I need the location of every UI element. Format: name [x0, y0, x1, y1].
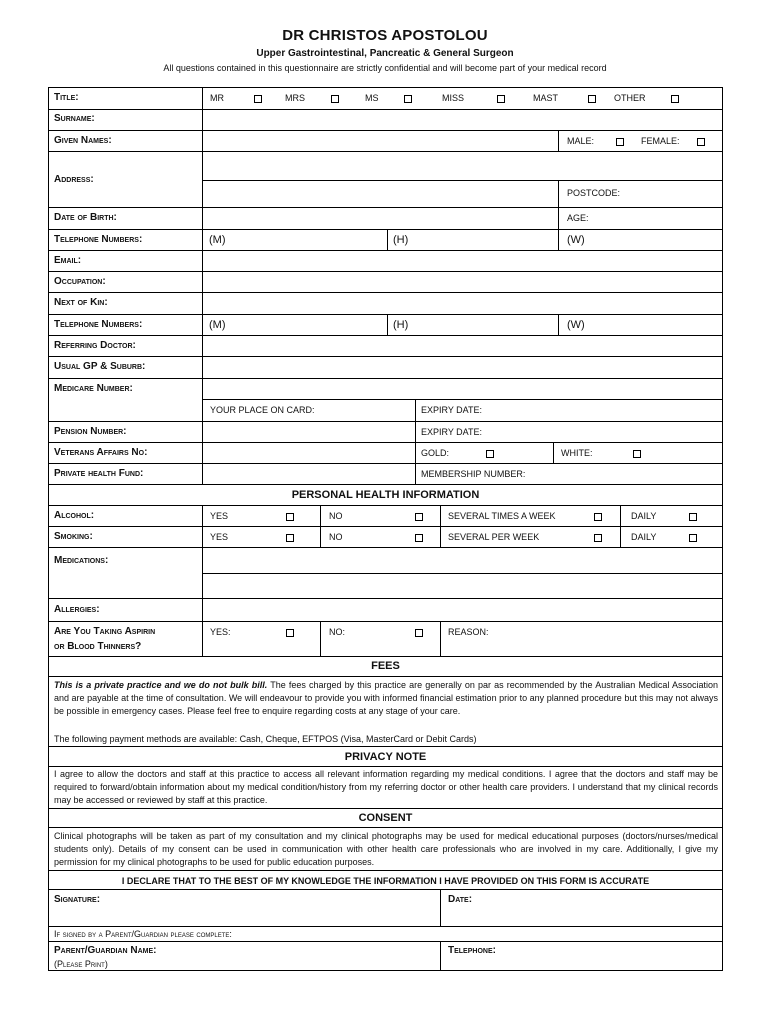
confidentiality-note: All questions contained in this questionnaire are strictly confidential and will become part of your medical record: [163, 63, 607, 73]
aspirin-yes: YES:: [210, 627, 231, 637]
aspirin-no: NO:: [329, 627, 346, 637]
health-fund-label: Private health Fund:: [54, 468, 144, 479]
checkbox-smoking-no[interactable]: [415, 534, 423, 542]
work-prefix: (W): [567, 234, 585, 246]
checkbox-smoking-yes[interactable]: [286, 534, 294, 542]
row-divider: [48, 827, 723, 828]
fees-bold: This is a private practice and we do not bulk bill.: [54, 680, 268, 690]
signature-label: Signature:: [54, 894, 101, 905]
fees-body: The fees charged by this practice are generally on par as recommended by the Australian Medical Association and are payable at the time of consultation. We will endeavour to provide you with informed financial estimation prior to any planned procedure but this may not always be possible in emergency cases. Please feel free to enquire regarding costs at any stage of your care.: [54, 680, 718, 716]
checkbox-alcohol-no[interactable]: [415, 513, 423, 521]
col-divider: [440, 505, 441, 547]
parent-telephone-label: Telephone:: [448, 945, 496, 956]
smoking-label: Smoking:: [54, 531, 93, 542]
checkbox-miss[interactable]: [497, 95, 505, 103]
row-divider: [48, 766, 723, 767]
checkbox-gold[interactable]: [486, 450, 494, 458]
row-divider: [48, 808, 723, 809]
medications-field[interactable]: [203, 548, 722, 597]
email-field[interactable]: [203, 251, 722, 271]
col-divider: [558, 130, 559, 151]
privacy-heading: PRIVACY NOTE: [344, 751, 427, 763]
checkbox-alcohol-yes[interactable]: [286, 513, 294, 521]
parent-name-label: Parent/Guardian Name:: [54, 945, 157, 956]
checkbox-female[interactable]: [697, 138, 705, 146]
pension-label: Pension Number:: [54, 426, 127, 437]
nok-home-prefix: (H): [393, 319, 409, 331]
alcohol-several: SEVERAL TIMES A WEEK: [448, 511, 556, 521]
checkbox-alcohol-daily[interactable]: [689, 513, 697, 521]
checkbox-smoking-several[interactable]: [594, 534, 602, 542]
title-option-mast: MAST: [533, 93, 559, 103]
checkbox-male[interactable]: [616, 138, 624, 146]
row-divider: [48, 421, 723, 422]
col-divider: [415, 399, 416, 484]
col-divider: [387, 314, 388, 335]
row-divider: [48, 676, 723, 677]
usual-gp-field[interactable]: [203, 357, 722, 377]
parent-telephone-field[interactable]: [520, 942, 720, 970]
smoking-yes: YES: [210, 532, 229, 542]
declaration-heading: I DECLARE THAT TO THE BEST OF MY KNOWLEDGE THE INFORMATION I HAVE PROVIDED ON THIS FORM IS ACCURATE: [121, 876, 650, 886]
gold-label: GOLD:: [421, 448, 450, 458]
checkbox-aspirin-no[interactable]: [415, 629, 423, 637]
allergies-field[interactable]: [203, 599, 722, 620]
age-label: AGE:: [567, 213, 589, 223]
alcohol-no: NO: [329, 511, 343, 521]
telephone-label: Telephone Numbers:: [54, 234, 143, 245]
alcohol-daily: DAILY: [631, 511, 657, 521]
dob-field[interactable]: [203, 208, 557, 228]
fees-text: [54, 679, 718, 718]
checkbox-ms[interactable]: [404, 95, 412, 103]
title-option-ms: MS: [365, 93, 379, 103]
alcohol-yes: YES: [210, 511, 229, 521]
consent-text: Clinical photographs will be taken as part of my consultation and my clinical photographs may be used for medical educational purposes (doctors/nurses/medical students only). Details of my consent can be used in communication with other health care professionals who are involved in my care. Additionally, I give my permission for my clinical photographs to be used for public education purposes.: [54, 831, 718, 867]
next-of-kin-field[interactable]: [203, 293, 722, 313]
row-divider: [48, 229, 723, 230]
smoking-daily: DAILY: [631, 532, 657, 542]
title-option-miss: MISS: [442, 93, 465, 103]
mobile-prefix: (M): [209, 234, 226, 246]
aspirin-label-line2: or Blood Thinners?: [54, 641, 142, 652]
parent-note: If signed by a Parent/Guardian please complete:: [54, 929, 232, 939]
col-divider: [320, 621, 321, 656]
title-label: Title:: [54, 92, 79, 103]
checkbox-other[interactable]: [671, 95, 679, 103]
title-option-mrs: MRS: [285, 93, 305, 103]
given-names-label: Given Names:: [54, 135, 112, 146]
col-divider: [558, 314, 559, 335]
date-field[interactable]: [441, 890, 722, 925]
row-divider: [48, 870, 723, 871]
doctor-specialty: Upper Gastrointestinal, Pancreatic & General Surgeon: [256, 48, 514, 59]
checkbox-smoking-daily[interactable]: [689, 534, 697, 542]
row-divider: [48, 656, 723, 657]
address-label: Address:: [54, 174, 94, 185]
col-divider: [553, 442, 554, 463]
dob-label: Date of Birth:: [54, 212, 117, 223]
home-prefix: (H): [393, 234, 409, 246]
checkbox-mr[interactable]: [254, 95, 262, 103]
checkbox-mast[interactable]: [588, 95, 596, 103]
row-divider: [48, 484, 723, 485]
allergies-label: Allergies:: [54, 604, 100, 615]
row-divider: [48, 926, 723, 927]
referring-doctor-field[interactable]: [203, 336, 722, 356]
medicare-label: Medicare Number:: [54, 383, 133, 394]
personal-health-heading: PERSONAL HEALTH INFORMATION: [291, 489, 480, 501]
title-option-other: OTHER: [614, 93, 646, 103]
row-divider: [202, 399, 723, 400]
medications-label: Medications:: [54, 555, 109, 566]
email-label: Email:: [54, 255, 82, 266]
row-divider: [48, 505, 723, 506]
fees-heading: FEES: [371, 660, 400, 672]
signature-field[interactable]: [49, 890, 439, 925]
aspirin-reason: REASON:: [448, 627, 489, 637]
row-divider: [48, 621, 723, 622]
checkbox-alcohol-several[interactable]: [594, 513, 602, 521]
occupation-label: Occupation:: [54, 276, 106, 287]
col-divider: [387, 229, 388, 250]
surname-field[interactable]: [203, 110, 722, 130]
checkbox-aspirin-yes[interactable]: [286, 629, 294, 637]
col-divider: [320, 505, 321, 547]
privacy-text: I agree to allow the doctors and staff at this practice to access all relevant information regarding my medical conditions. I agree that the doctors and staff may be required to forward/obtain information about my medical condition/history from my referring doctor or other health care providers. I understand that my clinical records may be accessed or reviewed by staff at this practice.: [54, 769, 718, 805]
aspirin-label-line1: Are You Taking Aspirin: [54, 626, 156, 637]
row-divider: [202, 180, 723, 181]
row-divider: [48, 746, 723, 747]
male-label: MALE:: [567, 136, 595, 146]
next-of-kin-label: Next of Kin:: [54, 297, 108, 308]
medicare-field[interactable]: [203, 379, 722, 399]
veterans-label: Veterans Affairs No:: [54, 447, 148, 458]
surname-label: Surname:: [54, 113, 95, 124]
row-divider: [48, 442, 723, 443]
nok-telephone-label: Telephone Numbers:: [54, 319, 143, 330]
date-label: Date:: [448, 894, 473, 905]
parent-name-field[interactable]: [200, 942, 438, 970]
checkbox-white[interactable]: [633, 450, 641, 458]
white-label: WHITE:: [561, 448, 593, 458]
given-names-field[interactable]: [203, 131, 557, 151]
address-field[interactable]: [203, 152, 722, 180]
place-on-card-label: YOUR PLACE ON CARD:: [210, 405, 315, 415]
payment-methods: The following payment methods are available: Cash, Cheque, EFTPOS (Visa, MasterCard or Debit Cards): [54, 734, 477, 744]
please-print: (Please Print): [54, 959, 108, 969]
title-option-mr: MR: [210, 93, 224, 103]
membership-label: MEMBERSHIP NUMBER:: [421, 469, 526, 479]
col-divider: [620, 505, 621, 547]
usual-gp-label: Usual GP & Suburb:: [54, 361, 146, 372]
female-label: FEMALE:: [641, 136, 680, 146]
row-divider: [48, 463, 723, 464]
postcode-label: POSTCODE:: [567, 188, 621, 198]
smoking-several: SEVERAL PER WEEK: [448, 532, 540, 542]
row-divider: [48, 526, 723, 527]
checkbox-mrs[interactable]: [331, 95, 339, 103]
expiry-date-label: EXPIRY DATE:: [421, 405, 483, 415]
nok-mobile-prefix: (M): [209, 319, 226, 331]
col-divider: [440, 941, 441, 971]
col-divider: [440, 621, 441, 656]
doctor-name: DR CHRISTOS APOSTOLOU: [282, 27, 488, 44]
consent-heading: CONSENT: [358, 812, 413, 824]
referring-doctor-label: Referring Doctor:: [54, 340, 136, 351]
smoking-no: NO: [329, 532, 343, 542]
occupation-field[interactable]: [203, 272, 722, 292]
alcohol-label: Alcohol:: [54, 510, 95, 521]
pension-expiry-label: EXPIRY DATE:: [421, 427, 483, 437]
nok-work-prefix: (W): [567, 319, 585, 331]
row-divider: [48, 314, 723, 315]
col-divider: [558, 207, 559, 250]
col-divider: [558, 180, 559, 207]
